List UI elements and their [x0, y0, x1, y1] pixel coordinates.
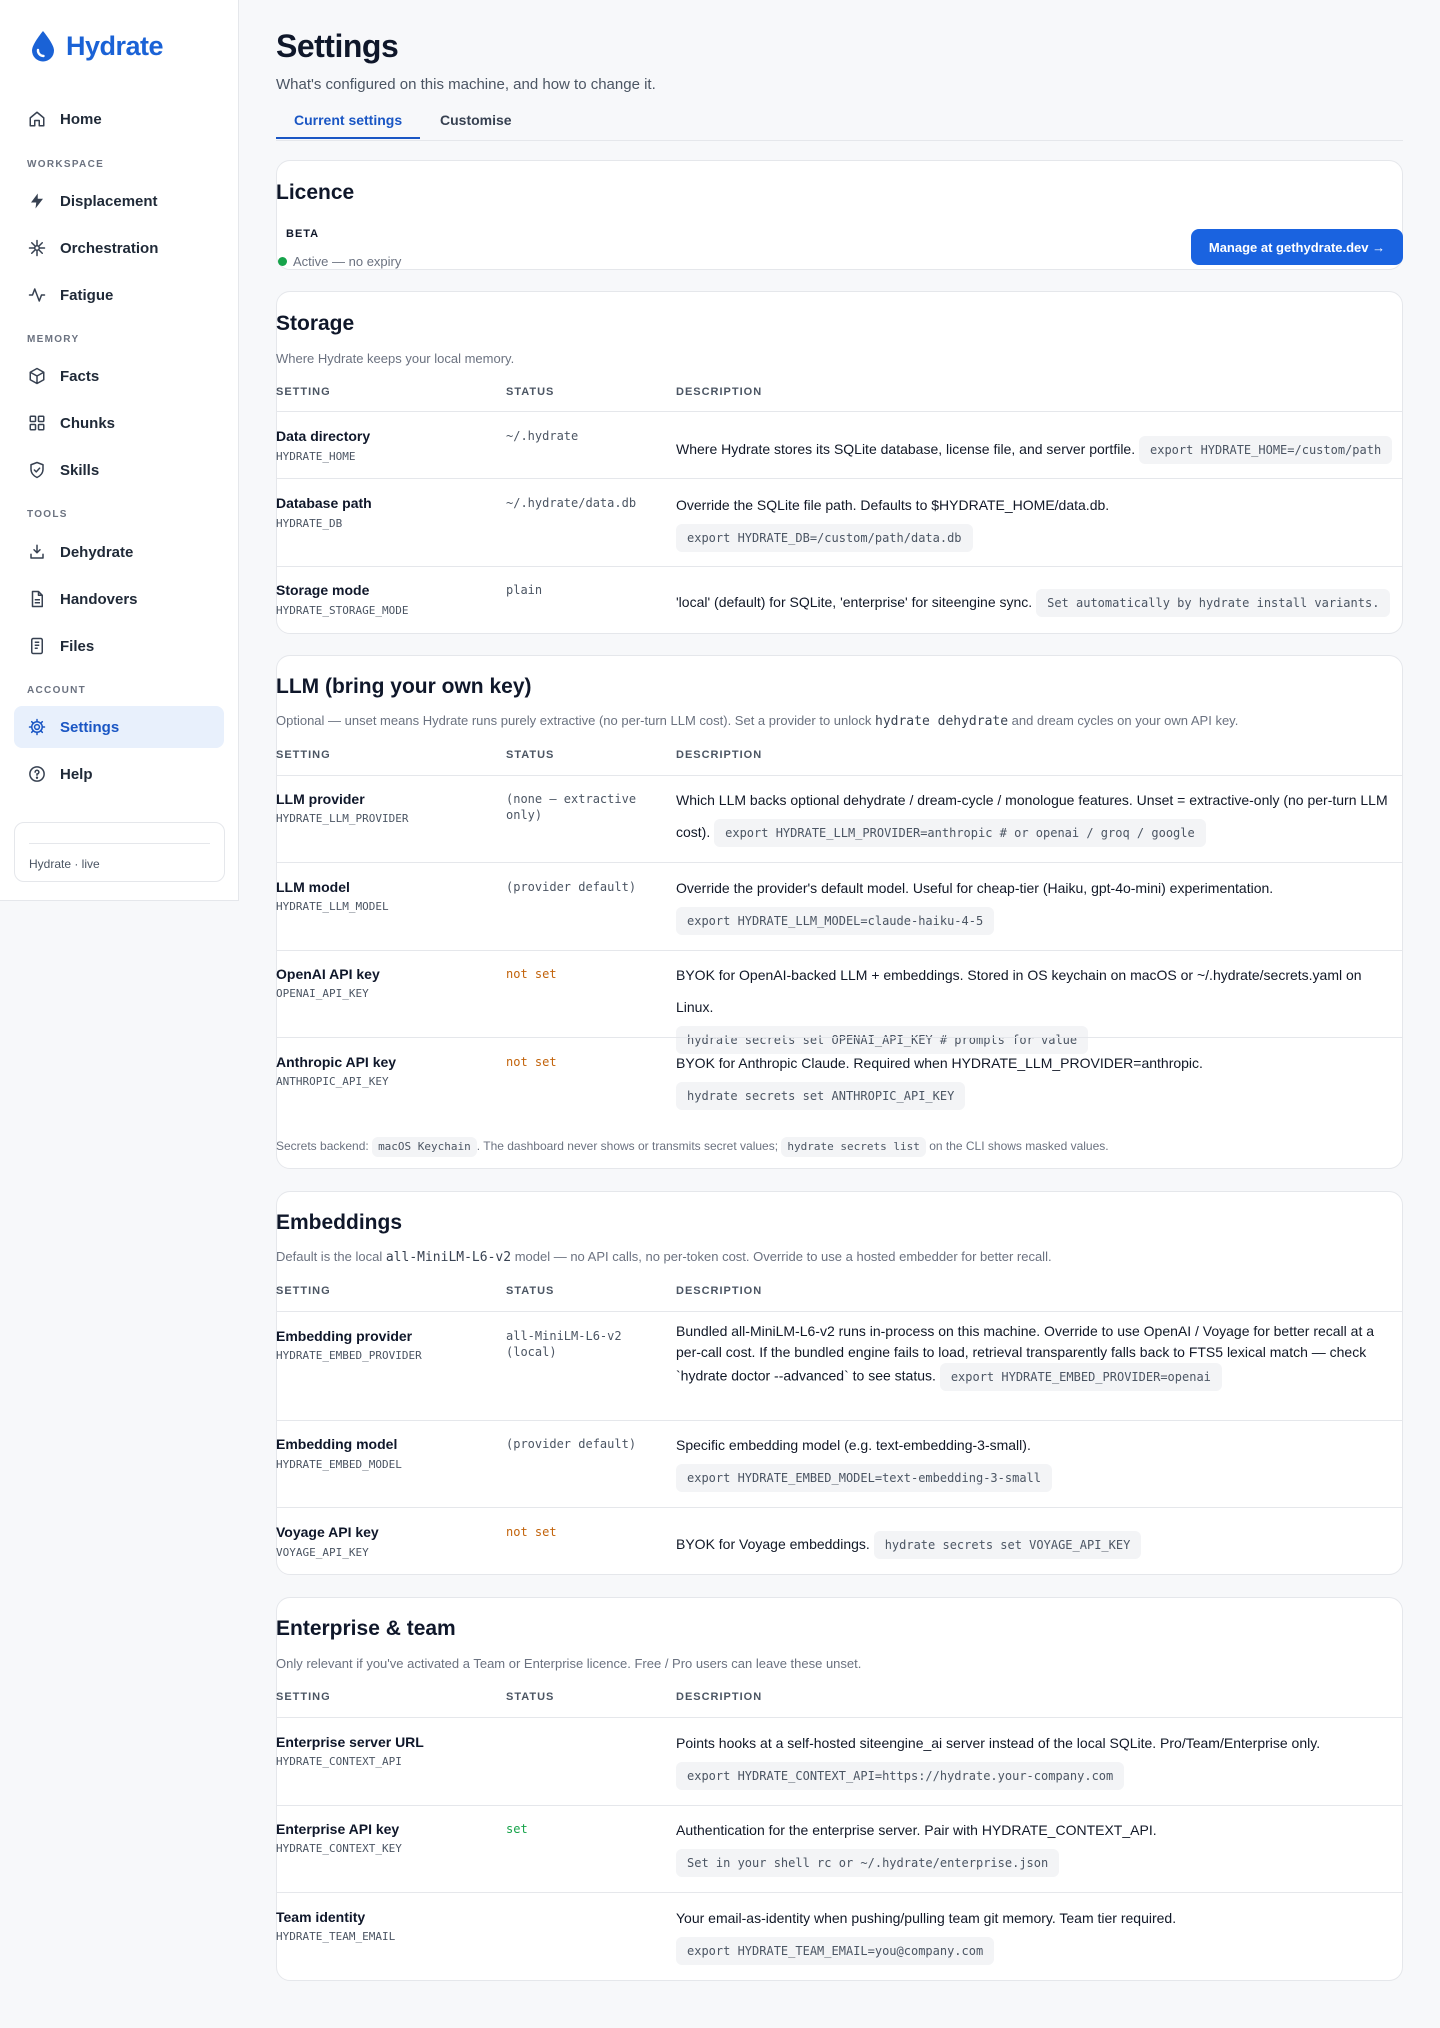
shield-icon: [28, 461, 46, 479]
description-text: Authentication for the enterprise server. Pair with HYDRATE_CONTEXT_API.: [676, 1822, 1157, 1838]
licence-status: [278, 254, 401, 269]
sidebar-item-displacement[interactable]: [14, 180, 224, 222]
col-status: STATUS: [506, 749, 555, 761]
setting-name: Storage mode: [276, 582, 370, 598]
help-icon: [28, 765, 46, 783]
code-snippet[interactable]: export HYDRATE_LLM_PROVIDER=anthropic # or openai / groq / google: [714, 819, 1206, 847]
description-text: Where Hydrate stores its SQLite database, license file, and server portfile.: [676, 441, 1136, 457]
setting-description: [676, 1429, 1396, 1493]
divider: [276, 775, 1403, 776]
code-snippet[interactable]: macOS Keychain: [372, 1137, 477, 1157]
setting-env: HYDRATE_HOME: [276, 450, 356, 463]
licence-status-text: Active — no expiry: [293, 254, 402, 269]
divider: [276, 1037, 1403, 1038]
setting-description: [676, 1902, 1396, 1966]
sidebar-item-chunks[interactable]: [14, 402, 224, 444]
col-status: STATUS: [506, 1691, 555, 1703]
page-title: Settings: [276, 28, 399, 64]
code-snippet[interactable]: Set in your shell rc or ~/.hydrate/enterprise.json: [676, 1849, 1059, 1877]
description-text: Override the provider's default model. Useful for cheap-tier (Haiku, gpt-4o-mini) experimentation.: [676, 880, 1274, 896]
setting-env: HYDRATE_CONTEXT_API: [276, 1755, 402, 1768]
col-setting: SETTING: [276, 1285, 331, 1297]
setting-name: LLM model: [276, 879, 350, 895]
description-text: Bundled all-MiniLM-L6-v2 runs in-process on this machine. Override to use OpenAI / Voyage for better recall at a per-call cost. If the bundled engine fails to load, retrieval transparently falls back to FTS5 lexical match — check `hydrate doctor --advanced` to see status.: [676, 1323, 1375, 1384]
sidebar-item-label: Fatigue: [60, 286, 114, 304]
setting-env: ANTHROPIC_API_KEY: [276, 1075, 389, 1088]
setting-env: HYDRATE_TEAM_EMAIL: [276, 1930, 396, 1943]
code-snippet[interactable]: export HYDRATE_EMBED_PROVIDER=openai: [940, 1363, 1222, 1391]
col-setting: SETTING: [276, 1691, 331, 1703]
bolt-icon: [28, 192, 46, 210]
sidebar-item-label: Orchestration: [60, 239, 159, 257]
setting-description: [676, 1047, 1396, 1111]
setting-name: Team identity: [276, 1909, 366, 1925]
sidebar-section-account: ACCOUNT: [27, 685, 87, 696]
setting-status: not set: [506, 1525, 557, 1539]
setting-description: [676, 1727, 1396, 1791]
description-text: Your email-as-identity when pushing/pulling team git memory. Team tier required.: [676, 1910, 1177, 1926]
tab-current-settings[interactable]: Current settings: [276, 112, 420, 139]
enterprise-description: Only relevant if you've activated a Team or Enterprise licence. Free / Pro users can leave these unset.: [276, 1656, 862, 1671]
setting-env: HYDRATE_CONTEXT_KEY: [276, 1842, 402, 1855]
description-text: Specific embedding model (e.g. text-embedding-3-small).: [676, 1437, 1031, 1453]
setting-name: Anthropic API key: [276, 1054, 397, 1070]
water-drop-icon: [30, 30, 56, 62]
setting-status: ~/.hydrate: [506, 429, 579, 443]
brand-name: Hydrate: [66, 30, 164, 61]
setting-description: [676, 872, 1396, 936]
setting-status: not set: [506, 967, 557, 981]
sidebar-section-memory: MEMORY: [27, 334, 80, 345]
file-list-icon: [28, 637, 46, 655]
sidebar-item-label: Help: [60, 765, 93, 783]
secrets-note: Secrets backend: macOS Keychain . The dashboard never shows or transmits secret values; hydrate secrets list on the CLI shows masked values.: [276, 1137, 1109, 1157]
col-status: STATUS: [506, 386, 555, 398]
sidebar-item-label: Home: [60, 110, 102, 128]
llm-description: Optional — unset means Hydrate runs purely extractive (no per-turn LLM cost). Set a provider to unlock hydrate dehydrate and dream cycles on your own API key.: [276, 713, 1239, 729]
description-text: Which LLM backs optional dehydrate / dream-cycle / monologue features. Unset = extractive-only (no per-turn LLM cost).: [676, 792, 1388, 840]
divider: [276, 1311, 1403, 1312]
code-snippet[interactable]: hydrate secrets set VOYAGE_API_KEY: [874, 1531, 1142, 1559]
description-text: Points hooks at a self-hosted siteengine_ai server instead of the local SQLite. Pro/Team/Enterprise only.: [676, 1735, 1321, 1751]
sidebar-item-label: Skills: [60, 461, 100, 479]
code-snippet[interactable]: export HYDRATE_HOME=/custom/path: [1139, 436, 1392, 464]
status-panel: [14, 822, 225, 882]
code-snippet[interactable]: hydrate secrets set ANTHROPIC_API_KEY: [676, 1082, 965, 1110]
setting-env: HYDRATE_DB: [276, 517, 343, 530]
setting-name: LLM provider: [276, 791, 365, 807]
col-setting: SETTING: [276, 386, 331, 398]
setting-env: VOYAGE_API_KEY: [276, 1546, 369, 1559]
description-text: BYOK for OpenAI-backed LLM + embeddings. Stored in OS keychain on macOS or ~/.hydrate/secrets.yaml on Linux.: [676, 967, 1362, 1015]
sidebar-item-skills[interactable]: [14, 449, 224, 491]
status-divider: [29, 843, 210, 844]
document-icon: [28, 590, 46, 608]
embeddings-description: Default is the local all-MiniLM-L6-v2 model — no API calls, no per-token cost. Override to use a hosted embedder for better recall.: [276, 1249, 1052, 1265]
status-text: Hydrate · live: [29, 857, 100, 871]
code-snippet[interactable]: hydrate secrets list: [781, 1137, 925, 1157]
setting-description: [676, 1814, 1396, 1878]
storage-description: Where Hydrate keeps your local memory.: [276, 351, 515, 366]
activity-icon: [28, 286, 46, 304]
sidebar-item-orchestration[interactable]: [14, 227, 224, 269]
sidebar-item-label: Dehydrate: [60, 543, 134, 561]
divider: [276, 862, 1403, 863]
code-snippet[interactable]: export HYDRATE_LLM_MODEL=claude-haiku-4-5: [676, 907, 994, 935]
storage-title: Storage: [276, 312, 355, 335]
setting-name: Embedding provider: [276, 1328, 413, 1344]
setting-env: HYDRATE_EMBED_MODEL: [276, 1458, 402, 1471]
home-icon: [28, 110, 46, 128]
col-description: DESCRIPTION: [676, 386, 763, 398]
sidebar-item-label: Chunks: [60, 414, 116, 432]
sidebar-item-help[interactable]: [14, 753, 224, 795]
sidebar-section-workspace: WORKSPACE: [27, 159, 105, 170]
sidebar-item-label: Files: [60, 637, 95, 655]
enterprise-title: Enterprise & team: [276, 1617, 456, 1640]
code-snippet[interactable]: Set automatically by hydrate install variants.: [1036, 589, 1390, 617]
sidebar: [0, 0, 239, 901]
code-snippet[interactable]: export HYDRATE_CONTEXT_API=https://hydrate.your-company.com: [676, 1762, 1124, 1790]
col-description: DESCRIPTION: [676, 1285, 763, 1297]
setting-status: plain: [506, 583, 543, 597]
col-description: DESCRIPTION: [676, 749, 763, 761]
setting-name: Database path: [276, 495, 372, 511]
description-text: BYOK for Voyage embeddings.: [676, 1536, 870, 1552]
setting-status: (provider default): [506, 1437, 637, 1451]
sidebar-item-settings[interactable]: [14, 706, 224, 748]
sidebar-item-fatigue[interactable]: [14, 274, 224, 316]
setting-name: Embedding model: [276, 1436, 398, 1452]
licence-title: Licence: [276, 181, 355, 204]
setting-name: Enterprise API key: [276, 1821, 400, 1837]
sidebar-item-label: Handovers: [60, 590, 138, 608]
divider: [276, 1420, 1403, 1421]
setting-env: HYDRATE_EMBED_PROVIDER: [276, 1349, 422, 1362]
sidebar-item-facts[interactable]: [14, 355, 224, 397]
llm-title: LLM (bring your own key): [276, 675, 532, 698]
setting-env: HYDRATE_LLM_PROVIDER: [276, 812, 409, 825]
sidebar-section-tools: TOOLS: [27, 509, 68, 520]
divider: [276, 478, 1403, 479]
embeddings-title: Embeddings: [276, 1211, 403, 1234]
sidebar-item-label: Facts: [60, 367, 100, 385]
sparkle-icon: [28, 239, 46, 257]
code-snippet[interactable]: export HYDRATE_DB=/custom/path/data.db: [676, 524, 973, 552]
sidebar-item-label: Settings: [60, 718, 120, 736]
tab-bar: [276, 108, 1403, 141]
divider: [276, 566, 1403, 567]
sidebar-item-files[interactable]: [14, 625, 224, 667]
setting-description: [676, 433, 1396, 465]
setting-description: [676, 1528, 1396, 1560]
download-icon: [28, 543, 46, 561]
setting-status: (none — extractive only): [506, 792, 637, 822]
setting-name: Voyage API key: [276, 1524, 379, 1540]
divider: [276, 1805, 1403, 1806]
tab-customise[interactable]: Customise: [440, 112, 512, 128]
setting-description: [676, 784, 1396, 848]
setting-description: [676, 1321, 1396, 1391]
divider: [276, 950, 1403, 951]
setting-status: set: [506, 1822, 528, 1836]
grid-icon: [28, 414, 46, 432]
setting-status: all-MiniLM-L6-v2 (local): [506, 1329, 622, 1359]
sidebar-item-home[interactable]: [14, 98, 224, 140]
status-dot-icon: [278, 257, 287, 266]
setting-env: HYDRATE_LLM_MODEL: [276, 900, 389, 913]
setting-env: OPENAI_API_KEY: [276, 987, 369, 1000]
cube-icon: [28, 367, 46, 385]
col-description: DESCRIPTION: [676, 1691, 763, 1703]
setting-name: OpenAI API key: [276, 966, 380, 982]
setting-description: [676, 586, 1396, 618]
description-text: BYOK for Anthropic Claude. Required when HYDRATE_LLM_PROVIDER=anthropic.: [676, 1055, 1203, 1071]
divider: [276, 1892, 1403, 1893]
setting-status: not set: [506, 1055, 557, 1069]
divider: [276, 411, 1403, 412]
page-subtitle: What's configured on this machine, and how to change it.: [276, 76, 656, 93]
sidebar-item-label: Displacement: [60, 192, 158, 210]
code-snippet[interactable]: export HYDRATE_TEAM_EMAIL=you@company.com: [676, 1937, 994, 1965]
col-status: STATUS: [506, 1285, 555, 1297]
manage-licence-button[interactable]: Manage at gethydrate.dev →: [1191, 229, 1403, 265]
brand-logo[interactable]: [30, 30, 163, 62]
description-text: Override the SQLite file path. Defaults to $HYDRATE_HOME/data.db.: [676, 497, 1110, 513]
licence-tier-badge: BETA: [286, 228, 320, 240]
setting-status: ~/.hydrate/data.db: [506, 496, 637, 510]
sidebar-item-dehydrate[interactable]: [14, 531, 224, 573]
sidebar-item-handovers[interactable]: [14, 578, 224, 620]
code-snippet[interactable]: hydrate secrets set OPENAI_API_KEY # prompts for value: [676, 1026, 1088, 1054]
setting-name: Enterprise server URL: [276, 1734, 424, 1750]
setting-description: [676, 959, 1396, 1055]
divider: [276, 1717, 1403, 1718]
setting-name: Data directory: [276, 428, 371, 444]
gear-icon: [28, 718, 46, 736]
divider: [276, 1507, 1403, 1508]
code-snippet[interactable]: export HYDRATE_EMBED_MODEL=text-embedding-3-small: [676, 1464, 1052, 1492]
description-text: 'local' (default) for SQLite, 'enterprise' for siteengine sync.: [676, 594, 1033, 610]
col-setting: SETTING: [276, 749, 331, 761]
setting-env: HYDRATE_STORAGE_MODE: [276, 604, 409, 617]
setting-status: (provider default): [506, 880, 637, 894]
setting-description: [676, 489, 1396, 553]
